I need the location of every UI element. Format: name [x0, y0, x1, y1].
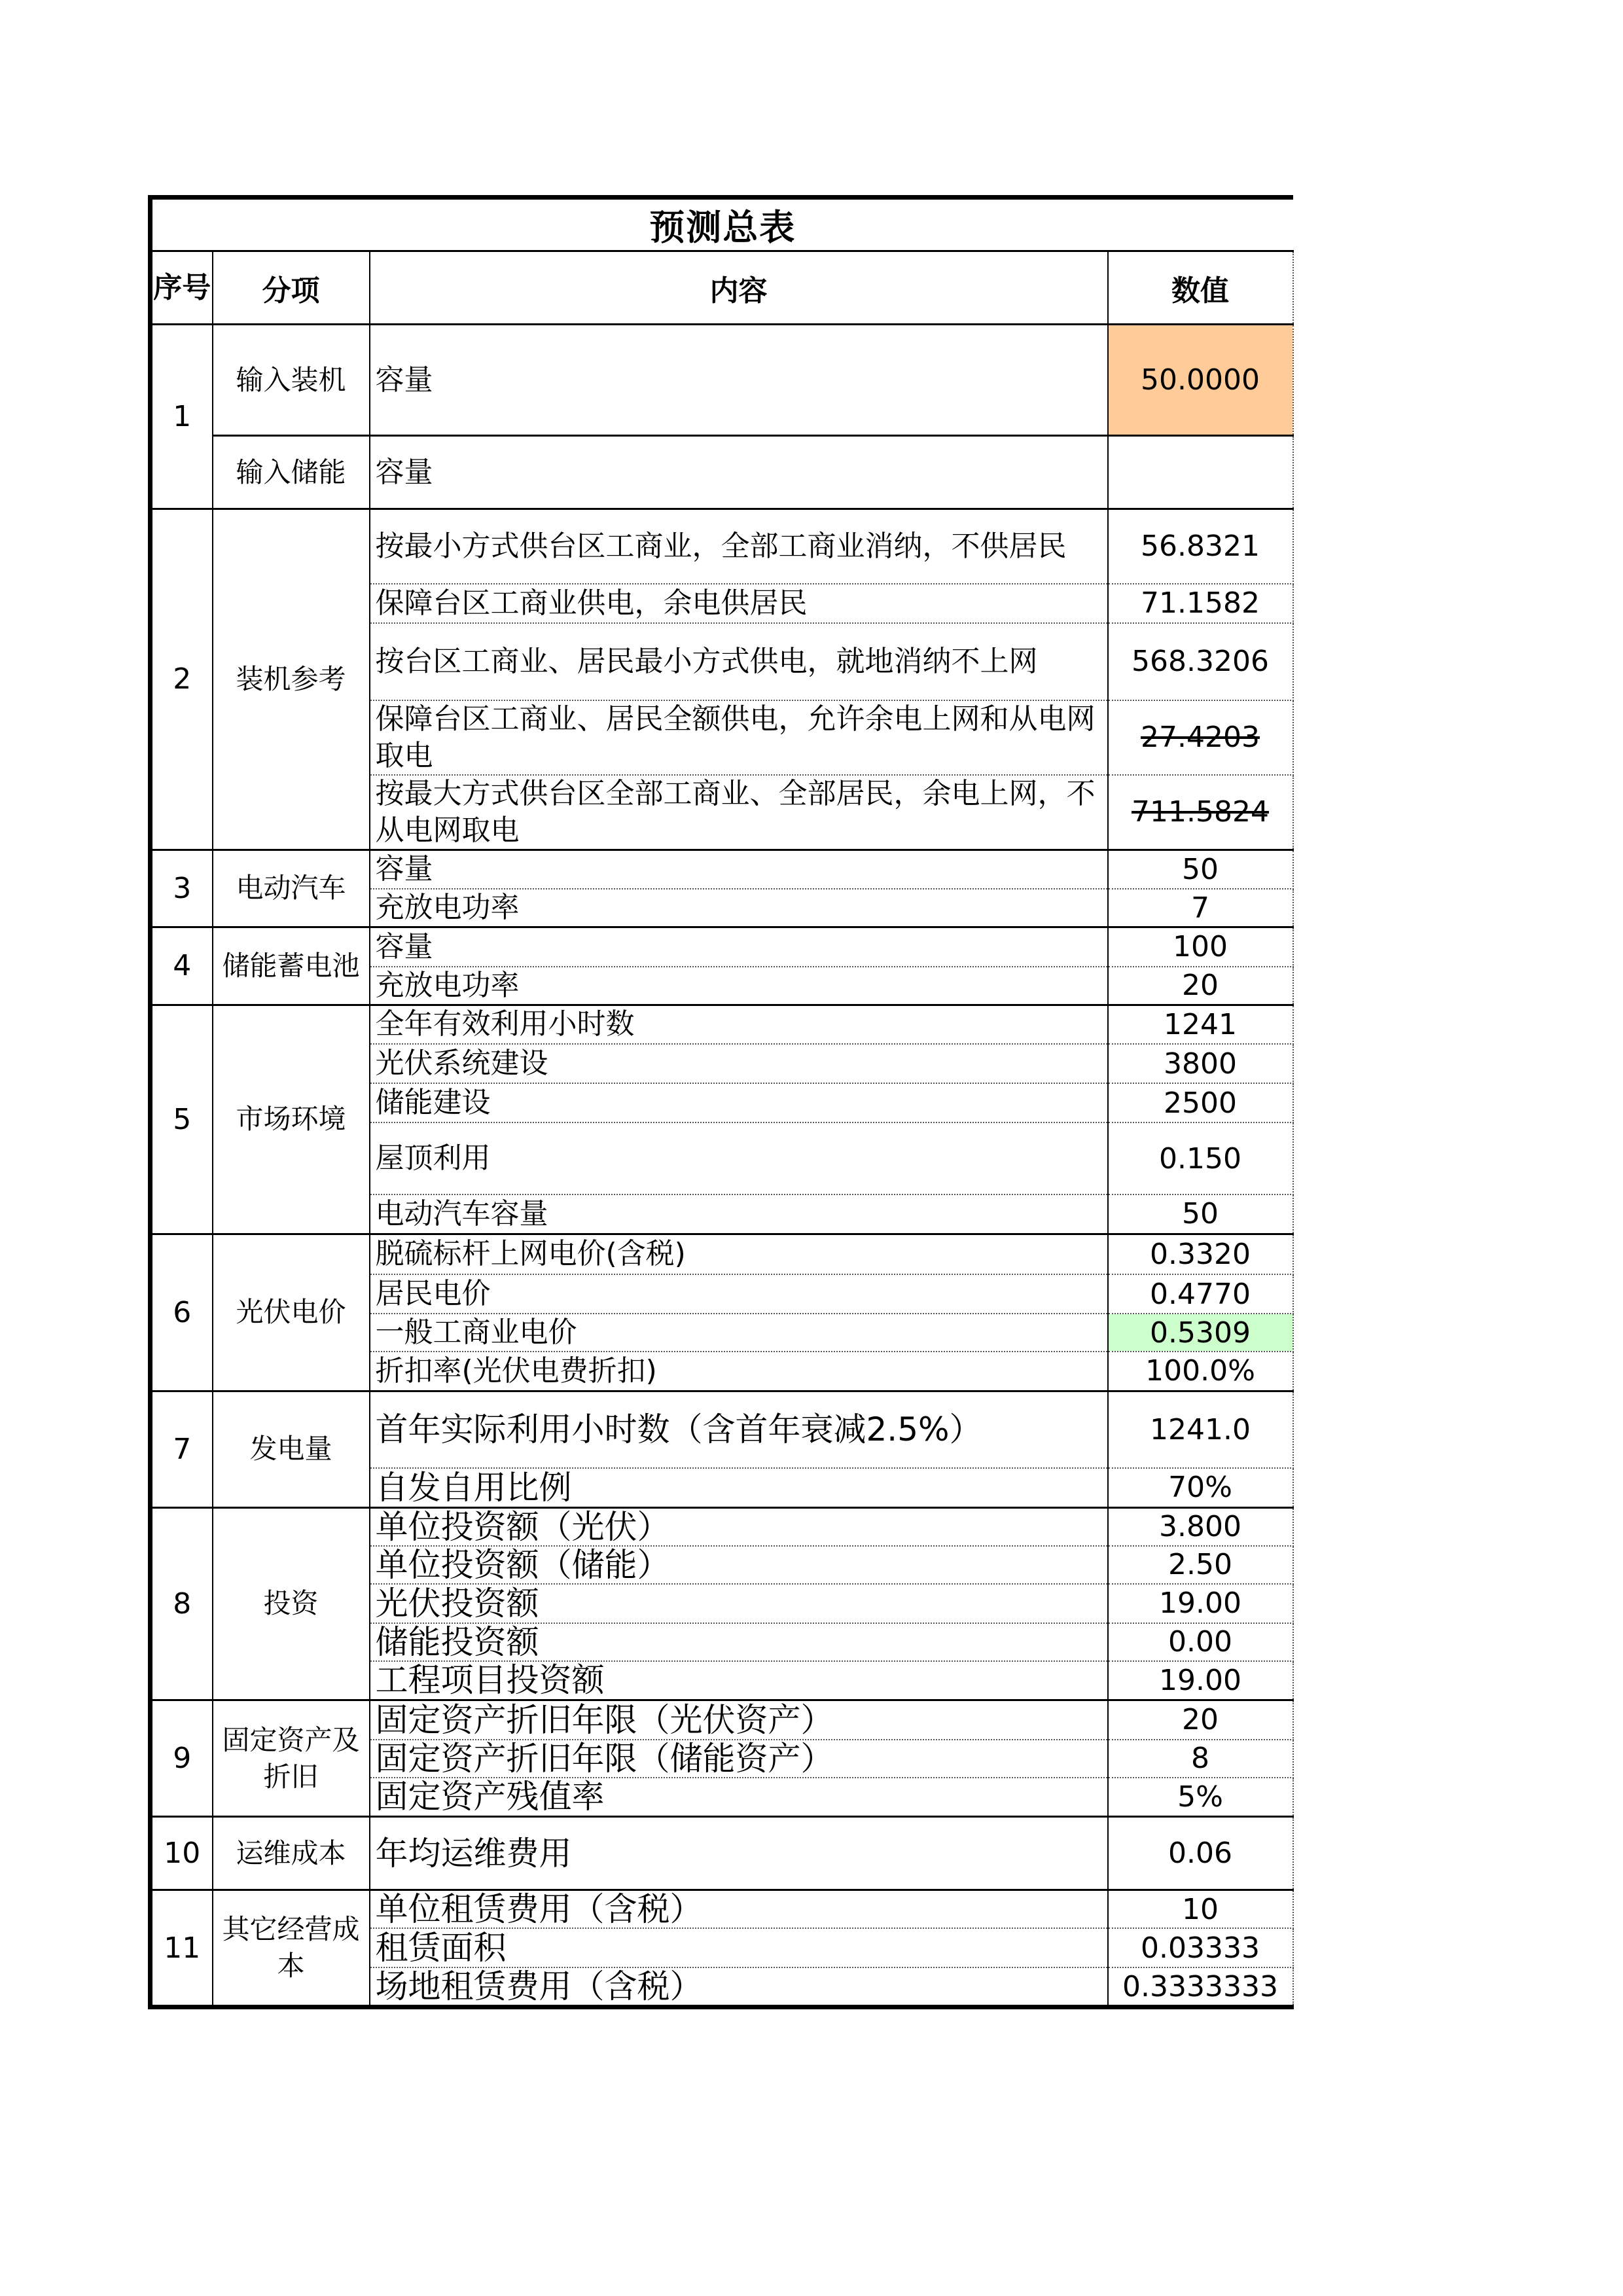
row-content[interactable]: 固定资产折旧年限（储能资产）	[370, 1740, 1108, 1778]
row-content[interactable]: 储能投资额	[370, 1623, 1108, 1661]
row-value[interactable]: 100.0%	[1108, 1352, 1293, 1391]
row-value[interactable]: 0.3333333	[1108, 1967, 1293, 2007]
row-category[interactable]: 其它经营成本	[213, 1890, 370, 2007]
row-value[interactable]: 0.4770	[1108, 1274, 1293, 1314]
row-value[interactable]: 19.00	[1108, 1584, 1293, 1623]
row-value[interactable]: 1241	[1108, 1005, 1293, 1044]
row-index[interactable]: 8	[151, 1507, 213, 1700]
header-value[interactable]: 数值	[1108, 251, 1293, 325]
row-value[interactable]: 0.06	[1108, 1817, 1293, 1890]
table-row	[151, 1700, 1293, 1740]
table-row	[151, 1005, 1293, 1044]
row-category[interactable]: 市场环境	[213, 1005, 370, 1234]
row-value[interactable]: 50	[1108, 1194, 1293, 1234]
row-category[interactable]: 电动汽车	[213, 850, 370, 927]
table-row	[151, 927, 1293, 967]
row-category[interactable]: 光伏电价	[213, 1234, 370, 1391]
row-content[interactable]: 工程项目投资额	[370, 1661, 1108, 1700]
row-index[interactable]: 2	[151, 509, 213, 850]
row-content[interactable]: 场地租赁费用（含税）	[370, 1967, 1108, 2007]
row-category[interactable]: 固定资产及折旧	[213, 1700, 370, 1817]
row-index[interactable]: 3	[151, 850, 213, 927]
row-content[interactable]: 单位投资额（储能）	[370, 1546, 1108, 1584]
table-row	[151, 1391, 1293, 1468]
row-content[interactable]: 居民电价	[370, 1274, 1108, 1314]
row-content[interactable]: 保障台区工商业、居民全额供电，允许余电上网和从电网取电	[370, 700, 1108, 775]
row-content[interactable]: 固定资产折旧年限（光伏资产）	[370, 1700, 1108, 1740]
row-content[interactable]: 脱硫标杆上网电价(含税)	[370, 1234, 1108, 1274]
row-category[interactable]: 发电量	[213, 1391, 370, 1507]
row-index[interactable]: 10	[151, 1817, 213, 1890]
row-value[interactable]: 0.5309	[1108, 1314, 1293, 1352]
row-value[interactable]: 0.3320	[1108, 1234, 1293, 1274]
row-value[interactable]: 2500	[1108, 1083, 1293, 1122]
row-content[interactable]: 容量	[370, 850, 1108, 889]
table-title[interactable]: 预测总表	[151, 198, 1293, 251]
row-value[interactable]: 10	[1108, 1890, 1293, 1929]
row-value[interactable]: 3.800	[1108, 1507, 1293, 1546]
row-content[interactable]: 光伏系统建设	[370, 1044, 1108, 1083]
row-content[interactable]: 保障台区工商业供电，余电供居民	[370, 584, 1108, 623]
row-content[interactable]: 储能建设	[370, 1083, 1108, 1122]
row-index[interactable]: 1	[151, 325, 213, 509]
row-content[interactable]: 光伏投资额	[370, 1584, 1108, 1623]
row-index[interactable]: 11	[151, 1890, 213, 2007]
row-content[interactable]: 一般工商业电价	[370, 1314, 1108, 1352]
table-row	[151, 436, 1293, 509]
row-category[interactable]: 输入装机	[213, 325, 370, 436]
title-row	[151, 198, 1293, 251]
row-value[interactable]: 27.4203	[1108, 700, 1293, 775]
row-index[interactable]: 7	[151, 1391, 213, 1507]
table-row	[151, 1817, 1293, 1890]
table-row	[151, 1507, 1293, 1546]
row-content[interactable]: 自发自用比例	[370, 1468, 1108, 1507]
row-value[interactable]: 2.50	[1108, 1546, 1293, 1584]
header-row	[151, 251, 1293, 325]
header-content[interactable]: 内容	[370, 251, 1108, 325]
row-value[interactable]	[1108, 436, 1293, 509]
row-category[interactable]: 储能蓄电池	[213, 927, 370, 1005]
header-index[interactable]: 序号	[151, 251, 213, 325]
row-value[interactable]: 1241.0	[1108, 1391, 1293, 1468]
row-index[interactable]: 9	[151, 1700, 213, 1817]
header-category[interactable]: 分项	[213, 251, 370, 325]
row-value[interactable]: 5%	[1108, 1778, 1293, 1817]
row-content[interactable]: 折扣率(光伏电费折扣)	[370, 1352, 1108, 1391]
row-content[interactable]: 容量	[370, 325, 1108, 436]
row-content[interactable]: 全年有效利用小时数	[370, 1005, 1108, 1044]
row-content[interactable]: 容量	[370, 927, 1108, 967]
row-content[interactable]: 年均运维费用	[370, 1817, 1108, 1890]
row-content[interactable]: 充放电功率	[370, 967, 1108, 1005]
row-category[interactable]: 投资	[213, 1507, 370, 1700]
row-value[interactable]: 20	[1108, 967, 1293, 1005]
row-value[interactable]: 19.00	[1108, 1661, 1293, 1700]
row-value[interactable]: 100	[1108, 927, 1293, 967]
row-value[interactable]: 3800	[1108, 1044, 1293, 1083]
row-value[interactable]: 7	[1108, 889, 1293, 927]
row-content[interactable]: 充放电功率	[370, 889, 1108, 927]
row-index[interactable]: 5	[151, 1005, 213, 1234]
row-content[interactable]: 单位租赁费用（含税）	[370, 1890, 1108, 1929]
row-category[interactable]: 输入储能	[213, 436, 370, 509]
row-content[interactable]: 按最小方式供台区工商业，全部工商业消纳，不供居民	[370, 509, 1108, 584]
row-index[interactable]: 4	[151, 927, 213, 1005]
row-value[interactable]: 71.1582	[1108, 584, 1293, 623]
row-value[interactable]: 711.5824	[1108, 775, 1293, 850]
row-content[interactable]: 屋顶利用	[370, 1122, 1108, 1194]
row-content[interactable]: 容量	[370, 436, 1108, 509]
row-value[interactable]: 568.3206	[1108, 623, 1293, 700]
table-row	[151, 1234, 1293, 1274]
row-value[interactable]: 50	[1108, 850, 1293, 889]
row-content[interactable]: 按最大方式供台区全部工商业、全部居民，余电上网，不从电网取电	[370, 775, 1108, 850]
row-index[interactable]: 6	[151, 1234, 213, 1391]
row-value[interactable]: 8	[1108, 1740, 1293, 1778]
row-content[interactable]: 单位投资额（光伏）	[370, 1507, 1108, 1546]
row-content[interactable]: 按台区工商业、居民最小方式供电，就地消纳不上网	[370, 623, 1108, 700]
table-row	[151, 1890, 1293, 1929]
row-value[interactable]: 0.150	[1108, 1122, 1293, 1194]
table-row	[151, 509, 1293, 584]
row-content[interactable]: 租赁面积	[370, 1928, 1108, 1967]
table-row	[151, 325, 1293, 436]
row-category[interactable]: 装机参考	[213, 509, 370, 850]
row-value[interactable]: 0.00	[1108, 1623, 1293, 1661]
row-content[interactable]: 电动汽车容量	[370, 1194, 1108, 1234]
row-value[interactable]: 20	[1108, 1700, 1293, 1740]
forecast-summary-table	[148, 195, 1294, 2009]
row-category[interactable]: 运维成本	[213, 1817, 370, 1890]
row-value[interactable]: 0.03333	[1108, 1928, 1293, 1967]
row-content[interactable]: 固定资产残值率	[370, 1778, 1108, 1817]
row-content[interactable]: 首年实际利用小时数（含首年衰减2.5%）	[370, 1391, 1108, 1468]
table-row	[151, 850, 1293, 889]
row-value[interactable]: 56.8321	[1108, 509, 1293, 584]
row-value[interactable]: 50.0000	[1108, 325, 1293, 436]
row-value[interactable]: 70%	[1108, 1468, 1293, 1507]
